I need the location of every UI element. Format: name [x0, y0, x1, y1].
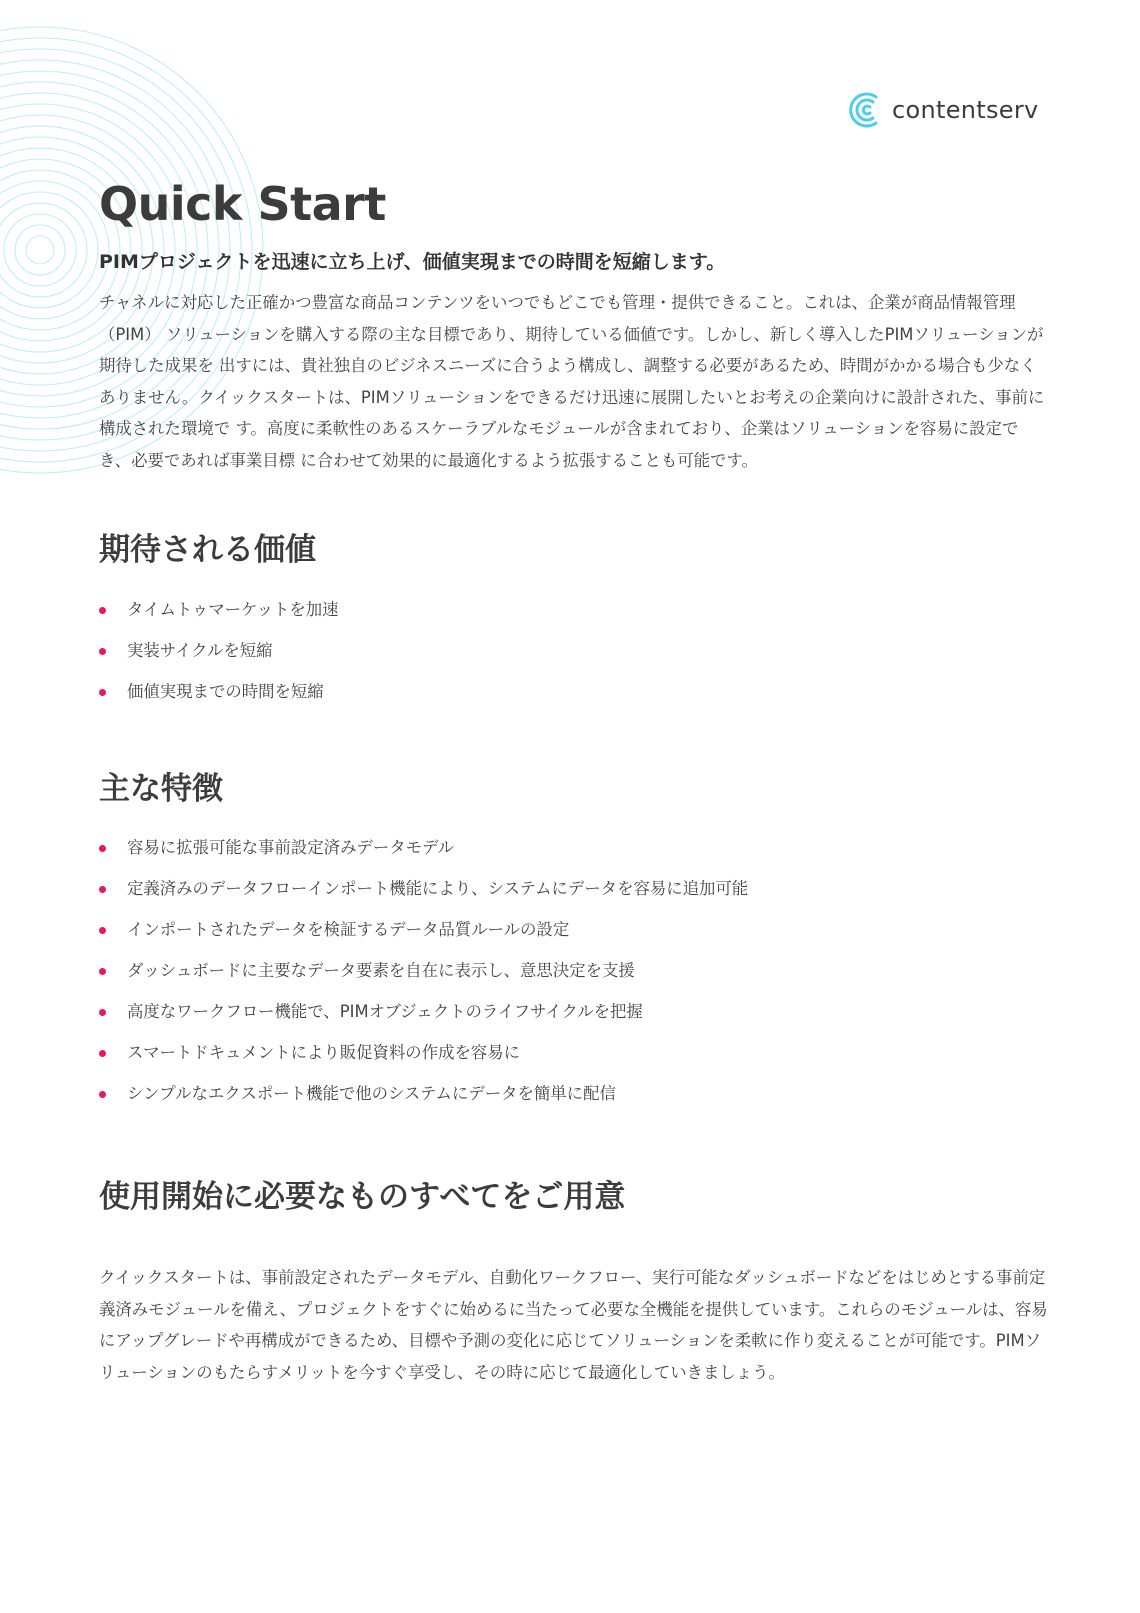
bullet-dot-icon — [99, 1050, 106, 1057]
features-heading: 主な特徴 — [99, 770, 223, 807]
list-item-text: インポートされたデータを検証するデータ品質ルールの設定 — [127, 919, 570, 939]
decorative-ring — [0, 203, 87, 297]
bullet-dot-icon — [99, 648, 106, 655]
contentserv-logo-icon — [846, 88, 886, 132]
list-item — [99, 836, 1049, 877]
decorative-ring — [26, 236, 54, 264]
list-item — [99, 598, 1049, 639]
list-item — [99, 680, 1049, 721]
features-list — [99, 836, 1049, 1123]
bullet-dot-icon — [99, 845, 106, 852]
list-item-text: スマートドキュメントにより販促資料の作成を容易に — [127, 1042, 521, 1062]
list-item — [99, 918, 1049, 959]
bullet-dot-icon — [99, 886, 106, 893]
list-item — [99, 877, 1049, 918]
expected-values-list — [99, 598, 1049, 721]
list-item-text: 定義済みのデータフローインポート機能により、システムにデータを容易に追加可能 — [127, 878, 749, 898]
everything-heading: 使用開始に必要なものすべてをご用意 — [99, 1178, 626, 1215]
page-title: Quick Start — [99, 177, 386, 231]
decorative-ring — [15, 225, 65, 275]
logo-wordmark: contentserv — [892, 96, 1039, 124]
bullet-dot-icon — [99, 607, 106, 614]
list-item-text: 価値実現までの時間を短縮 — [127, 681, 324, 701]
list-item-text: 実装サイクルを短縮 — [127, 640, 273, 660]
list-item — [99, 1082, 1049, 1123]
bullet-dot-icon — [99, 689, 106, 696]
list-item-text: 容易に拡張可能な事前設定済みデータモデル — [127, 837, 454, 857]
list-item — [99, 1041, 1049, 1082]
bullet-dot-icon — [99, 1091, 106, 1098]
bullet-dot-icon — [99, 968, 106, 975]
everything-paragraph: クイックスタートは、事前設定されたデータモデル、自動化ワークフロー、実行可能なダッシュボードなどをはじめとする事前定義済みモジュールを備え、プロジェクトをすぐに始めるに当たって必要な全機能を提供しています。これらのモジュールは、容易にアップグレードや再構成ができるため、目標や予測の変化に応じてソリューションを柔軟に作り変えることが可能です。PIMソリューションのもたらすメリットを今すぐ享受し、その時に応じて最適化していきましょう。 — [99, 1268, 1048, 1382]
intro-paragraph: チャネルに対応した正確かつ豊富な商品コンテンツをいつでもどこでも管理・提供できること。これは、企業が商品情報管理（PIM） ソリューションを購入する際の主な目標であり、期待している価値です。しかし、新しく導入したPIMソリューションが期待した成果を 出すには、貴社独自のビジネスニーズに合うよう構成し、調整する必要があるため、時間がかかる場合も少なくありません。クイックスタートは、PIMソリューションをできるだけ迅速に展開したいとお考えの企業向けに設計された、事前に構成された環境で す。高度に柔軟性のあるスケーラブルなモジュールが含まれており、企業はソリューションを容易に設定でき、必要であれば事業目標 に合わせて効果的に最適化するよう拡張することも可能です。 — [99, 293, 1045, 470]
list-item — [99, 959, 1049, 1000]
list-item — [99, 1000, 1049, 1041]
page-subtitle: PIMプロジェクトを迅速に立ち上げ、価値実現までの時間を短縮します。 — [99, 250, 726, 273]
bullet-dot-icon — [99, 927, 106, 934]
expected-values-heading: 期待される価値 — [99, 532, 316, 569]
document-body — [99, 178, 1049, 1388]
list-item-text: シンプルなエクスポート機能で他のシステムにデータを簡単に配信 — [127, 1083, 616, 1103]
list-item-text: ダッシュボードに主要なデータ要素を自在に表示し、意思決定を支援 — [127, 960, 635, 980]
list-item-text: 高度なワークフロー機能で、PIMオブジェクトのライフサイクルを把握 — [127, 1001, 643, 1021]
list-item-text: タイムトゥマーケットを加速 — [127, 599, 339, 619]
list-item — [99, 639, 1049, 680]
contentserv-logo — [846, 88, 1039, 132]
bullet-dot-icon — [99, 1009, 106, 1016]
